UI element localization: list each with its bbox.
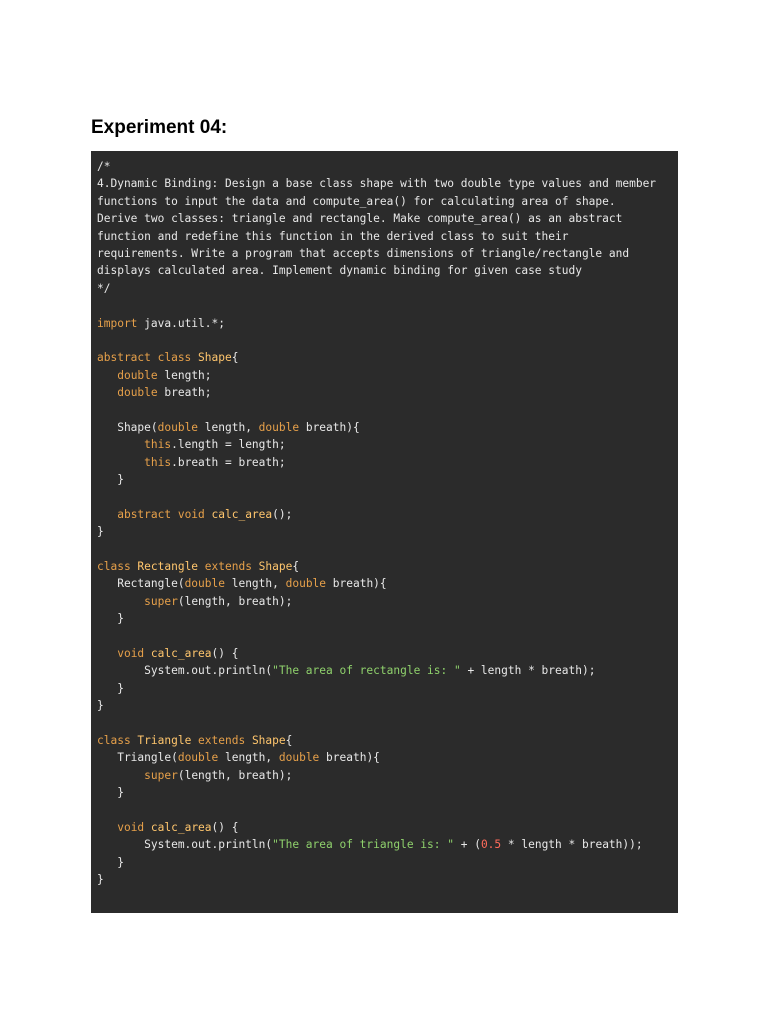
code-token: double (117, 386, 158, 400)
code-token (97, 386, 117, 399)
code-token (97, 438, 144, 451)
code-token: abstract void (117, 507, 212, 521)
code-token: } (97, 525, 104, 539)
code-token: double (177, 751, 219, 765)
code-token: double (258, 420, 300, 434)
code-token: (length, breath); (177, 768, 293, 782)
code-line (97, 575, 678, 592)
code-token: { (292, 559, 300, 573)
code-line (97, 541, 678, 558)
code-line (97, 245, 678, 262)
code-token: Triangle( (97, 751, 178, 765)
code-token: + length * breath); (460, 664, 596, 678)
code-token: double (157, 420, 199, 434)
code-line (97, 715, 678, 732)
code-token (97, 647, 117, 660)
code-token: } (97, 855, 124, 869)
code-line (97, 262, 678, 279)
code-line (97, 210, 678, 227)
code-line (97, 628, 678, 645)
code-token: length; (157, 368, 212, 382)
code-token: Derive two classes: triangle and rectangle. Make compute_area() as an abstract (97, 212, 623, 226)
code-line (97, 645, 678, 662)
code-line (97, 297, 678, 314)
code-token: length, (218, 751, 279, 765)
code-line (97, 784, 678, 801)
code-token: "The area of triangle is: " (272, 838, 454, 852)
code-token: double (184, 577, 225, 591)
code-line (97, 767, 678, 784)
code-token: 4.Dynamic Binding: Design a base class shape with two double type values and member (97, 177, 657, 191)
code-token (97, 769, 144, 782)
code-token: + ( (453, 838, 481, 852)
code-token (97, 508, 117, 521)
code-token: super (144, 768, 178, 782)
code-token: /* (97, 160, 111, 173)
code-block (91, 151, 678, 913)
code-line (97, 819, 678, 836)
code-token: Shape (258, 559, 293, 573)
page-title: Experiment 04: (91, 117, 228, 138)
code-line (97, 697, 678, 714)
code-line (97, 367, 678, 384)
code-token: breath){ (319, 751, 380, 765)
code-line (97, 158, 678, 175)
code-line (97, 680, 678, 697)
code-token: */ (97, 281, 111, 295)
code-line (97, 384, 678, 401)
code-token: () { (211, 820, 239, 834)
code-line (97, 558, 678, 575)
code-token: double (117, 368, 158, 382)
code-token: functions to input the data and compute_area() for calculating area of shape. (97, 194, 616, 208)
code-token (97, 595, 144, 608)
code-token: abstract class (97, 351, 199, 365)
code-line (97, 662, 678, 679)
code-token: this (144, 438, 172, 452)
code-token: super (144, 594, 178, 608)
code-token: import (97, 316, 138, 330)
code-token: 0.5 (480, 838, 502, 852)
code-line (97, 488, 678, 505)
code-token: extends (198, 733, 252, 747)
code-token: } (97, 612, 124, 626)
code-line (97, 610, 678, 627)
code-line (97, 454, 678, 471)
code-line (97, 175, 678, 192)
code-line (97, 593, 678, 610)
code-line (97, 349, 678, 366)
code-token: calc_area (150, 820, 212, 834)
code-token: breath){ (299, 420, 360, 434)
code-token: } (97, 873, 104, 887)
code-line (97, 193, 678, 210)
code-token (97, 821, 117, 834)
code-token: Rectangle( (97, 577, 185, 591)
code-token: class (97, 559, 138, 573)
code-line (97, 315, 678, 332)
code-line (97, 801, 678, 818)
code-token: } (97, 786, 124, 800)
code-token: double (278, 751, 320, 765)
code-line (97, 836, 678, 853)
code-token: this (144, 455, 172, 469)
code-token (97, 456, 144, 469)
code-token: } (97, 473, 124, 487)
code-line (97, 506, 678, 523)
code-line (97, 471, 678, 488)
code-token: * length * breath)); (501, 838, 643, 852)
code-line (97, 419, 678, 436)
code-token: requirements. Write a program that accepts dimensions of triangle/rectangle and (97, 246, 630, 260)
code-token (97, 369, 117, 382)
code-token: length, (224, 577, 286, 591)
code-token: System.out.println( (97, 838, 273, 852)
code-token: extends (204, 559, 259, 573)
code-token: calc_area (150, 646, 212, 660)
code-token: } (97, 681, 124, 695)
code-token: void (117, 820, 151, 834)
code-token: { (285, 733, 293, 747)
code-token: double (285, 577, 327, 591)
code-token: void (117, 646, 151, 660)
code-token: (); (272, 507, 293, 521)
code-line (97, 228, 678, 245)
code-line (97, 401, 678, 418)
code-line (97, 871, 678, 888)
code-line (97, 749, 678, 766)
code-token: .length = length; (171, 438, 286, 452)
code-token: java.util.*; (137, 316, 225, 330)
code-line (97, 280, 678, 297)
code-token: Triangle (137, 733, 199, 747)
code-token: System.out.println( (97, 664, 273, 678)
code-token: } (97, 699, 104, 713)
code-token: (length, breath); (177, 594, 293, 608)
code-token: () { (211, 646, 239, 660)
code-token: displays calculated area. Implement dynamic binding for given case study (97, 264, 582, 278)
code-token: calc_area (211, 507, 273, 521)
code-token: .breath = breath; (171, 455, 286, 469)
code-token: class (97, 733, 138, 747)
code-token: Rectangle (137, 559, 205, 573)
code-line (97, 732, 678, 749)
code-line (97, 436, 678, 453)
code-line (97, 523, 678, 540)
code-token: breath; (157, 386, 212, 400)
code-token: breath){ (326, 577, 387, 591)
code-token: { (231, 351, 239, 365)
code-line (97, 854, 678, 871)
code-token: Shape (198, 351, 232, 365)
code-token: length, (198, 420, 259, 434)
code-line (97, 332, 678, 349)
code-token: "The area of rectangle is: " (272, 664, 461, 678)
code-token: Shape (251, 733, 286, 747)
code-token: Shape( (97, 420, 158, 434)
code-token: function and redefine this function in the derived class to suit their (97, 229, 569, 243)
